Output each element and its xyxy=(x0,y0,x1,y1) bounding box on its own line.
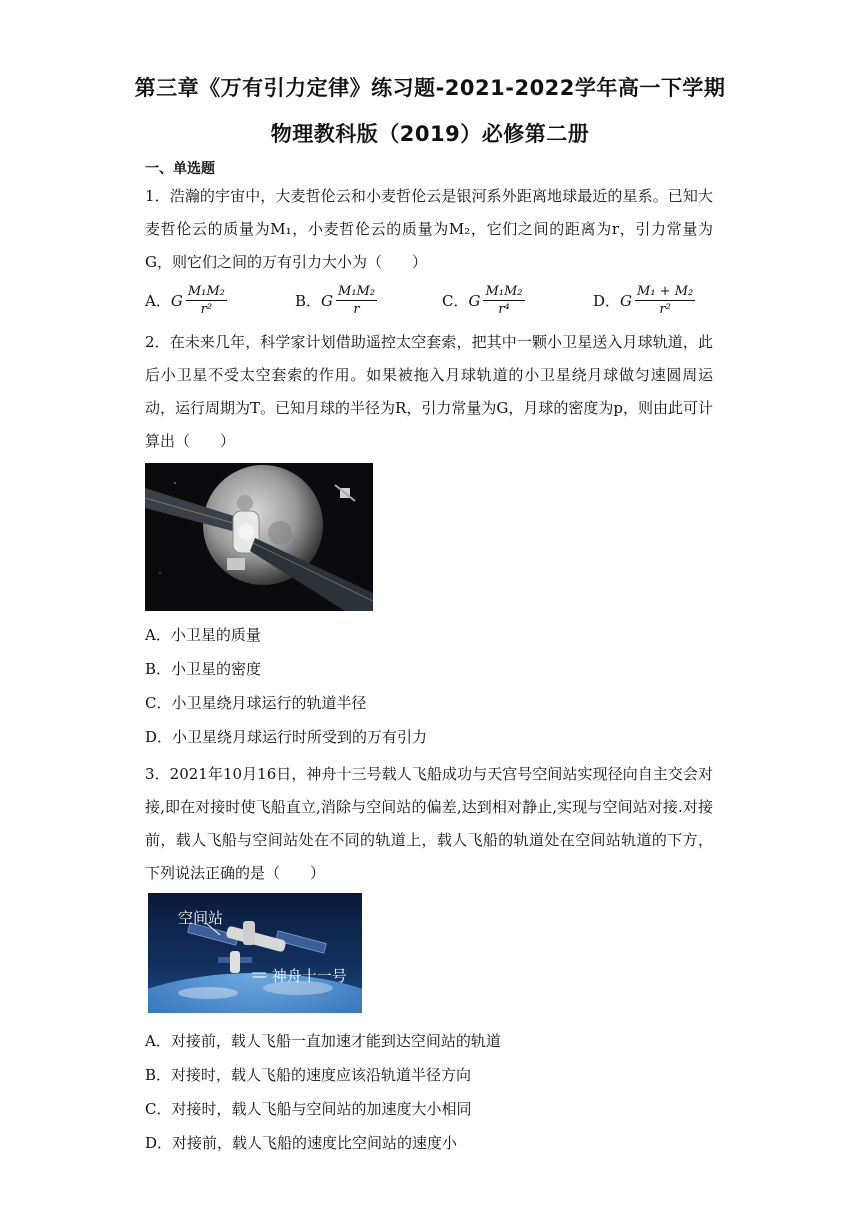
q3-text: 3．2021年10月16日，神舟十三号载人飞船成功与天宫号空间站实现径向自主交会对接,即在对接时使飞船直立,消除与空间站的偏差,达到相对静止,实现与空间站对接.对接前，载人飞船与空间站处在不同的轨道上，载人飞船的轨道处在空间站轨道的下方，下列说法正确的是（ ） xyxy=(145,765,713,882)
q3-option-b: B．对接时，载人飞船的速度应该沿轨道半径方向 xyxy=(145,1066,472,1084)
q1-option-d-letter: D． xyxy=(593,292,621,310)
q1-option-c-numerator: M₁M₂ xyxy=(485,284,523,299)
q1-option-d-denominator: r² xyxy=(659,302,671,317)
q1-option-b-letter: B． xyxy=(295,292,322,310)
q1-option-c-g: G xyxy=(468,291,481,310)
q1-option-a-numerator: M₁M₂ xyxy=(187,284,225,299)
q1-option-d-numerator: M₁ + M₂ xyxy=(637,284,694,299)
q2-option-a: A．小卫星的质量 xyxy=(145,626,261,644)
q1-option-a-fraction xyxy=(186,283,227,318)
q1-option-d xyxy=(593,283,695,318)
q1-options xyxy=(145,283,745,323)
q2-text: 2．在未来几年，科学家计划借助遥控太空套索，把其中一颗小卫星送入月球轨道，此后小卫星不受太空套索的作用。如果被拖入月球轨道的小卫星绕月球做匀速圆周运动，运行周期为T。已知月球的半径为R，引力常量为G，月球的密度为p，则由此可计算出（ ） xyxy=(145,333,713,450)
section-heading: 一、单选题 xyxy=(145,161,215,177)
q1-text: 1．浩瀚的宇宙中，大麦哲伦云和小麦哲伦云是银河系外距离地球最近的星系。已知大麦哲伦云的质量为M₁，小麦哲伦云的质量为M₂，它们之间的距离为r，引力常量为G，则它们之间的万有引力大小为（ ） xyxy=(145,187,713,271)
q1-option-b-denominator: r xyxy=(353,302,360,317)
station-label: 空间站 xyxy=(178,909,224,927)
q1-option-c-fraction xyxy=(483,283,524,318)
q1-option-c xyxy=(442,283,525,318)
q1-option-a xyxy=(145,283,227,318)
q2-option-d: D．小卫星绕月球运行时所受到的万有引力 xyxy=(145,728,428,746)
q1-option-b-numerator: M₁M₂ xyxy=(338,284,376,299)
q3-option-d: D．对接前，载人飞船的速度比空间站的速度小 xyxy=(145,1134,458,1152)
q1-option-d-fraction xyxy=(635,283,695,318)
ship-label: — 神舟十一号 xyxy=(252,967,347,985)
q1-option-d-g: G xyxy=(620,291,633,310)
q2-option-b: B．小卫星的密度 xyxy=(145,660,262,678)
q1-option-a-denominator: r² xyxy=(200,302,213,317)
q1-option-b-g: G xyxy=(321,291,334,310)
moon-satellite-image xyxy=(145,463,373,611)
q2-option-c: C．小卫星绕月球运行的轨道半径 xyxy=(145,694,367,712)
doc-title-line2: 物理教科版（2019）必修第二册 xyxy=(270,122,590,146)
q1-option-c-denominator: r⁴ xyxy=(498,302,510,317)
q1-option-b-fraction xyxy=(336,283,377,318)
doc-title-line1: 第三章《万有引力定律》练习题-2021-2022学年高一下学期 xyxy=(134,76,726,100)
q3-option-c: C．对接时，载人飞船与空间站的加速度大小相同 xyxy=(145,1100,472,1118)
q1-option-c-letter: C． xyxy=(442,292,469,310)
q3-option-a: A．对接前，载人飞船一直加速才能到达空间站的轨道 xyxy=(145,1032,501,1050)
q1-option-b xyxy=(295,283,377,318)
q1-option-a-g: G xyxy=(170,291,183,310)
space-station-image xyxy=(148,893,362,1013)
q1-option-a-letter: A． xyxy=(145,292,171,310)
